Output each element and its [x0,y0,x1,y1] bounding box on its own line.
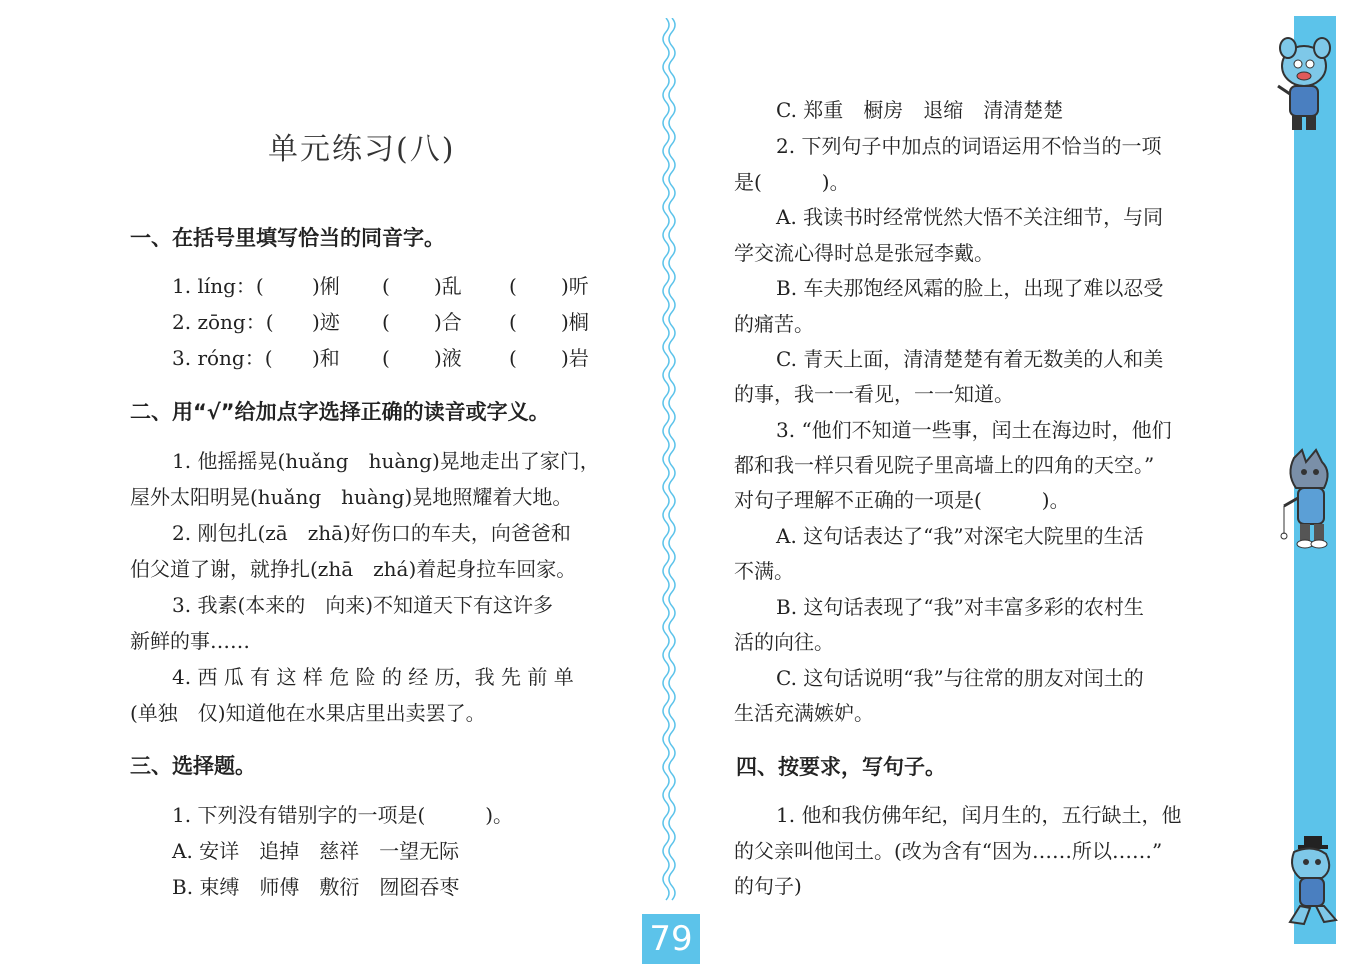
cartoon-character-icon [1268,36,1340,136]
right-line: C. 这句话说明“我”与往常的朋友对闰土的 [776,666,1144,690]
s2-line: (单独 仅)知道他在水果店里出卖罢了。 [130,701,486,725]
right-line: 不满。 [734,559,794,583]
section-1-heading: 一、在括号里填写恰当的同音字。 [130,226,445,250]
s4-line: 的父亲叫他闰土。(改为含有“因为……所以……” [734,839,1163,863]
right-line: C. 青天上面，清清楚楚有着无数美的人和美 [776,347,1164,371]
right-line: C. 郑重 橱房 退缩 清清楚楚 [776,98,1064,122]
s2-line: 3. 我素(本来的 向来)不知道天下有这许多 [172,593,554,617]
s3-line: B. 束缚 师傅 敷衍 囫囵吞枣 [172,875,460,899]
page-number: 79 [642,914,700,964]
s4-line: 1. 他和我仿佛年纪，闰月生的，五行缺土，他 [776,803,1182,827]
right-line: 2. 下列句子中加点的词语运用不恰当的一项 [776,134,1162,158]
right-line: A. 我读书时经常恍然大悟不关注细节，与同 [776,205,1164,229]
right-line: B. 这句话表现了“我”对丰富多彩的农村生 [776,595,1144,619]
right-line: 是( )。 [734,170,850,194]
page-title: 单元练习(八) [268,132,456,167]
section-2-heading: 二、用“√”给加点字选择正确的读音或字义。 [130,400,550,424]
s2-line: 1. 他摇摇晃(huǎng huàng)晃地走出了家门， [172,449,600,473]
section-3-heading: 三、选择题。 [130,754,256,778]
right-line: 学交流心得时总是张冠李戴。 [734,241,994,265]
right-line: 3. “他们不知道一些事，闰土在海边时，他们 [776,418,1172,442]
cartoon-character-icon [1276,448,1340,552]
right-line: 的事，我一一看见，一一知道。 [734,382,1014,406]
section-4-heading: 四、按要求，写句子。 [736,755,946,779]
right-line: 对句子理解不正确的一项是( )。 [734,488,1070,512]
s3-line: A. 安详 追掉 慈祥 一望无际 [172,839,460,863]
right-line: B. 车夫那饱经风霜的脸上，出现了难以忍受 [776,276,1164,300]
right-line: A. 这句话表达了“我”对深宅大院里的生活 [776,524,1144,548]
cartoon-character-icon [1280,836,1342,928]
right-line: 活的向往。 [734,630,834,654]
page-divider [662,18,676,908]
s1-row-3: 3. róng：( )和 ( )液 ( )岩 [172,346,589,370]
s2-line: 伯父道了谢，就挣扎(zhā zhá)着起身拉车回家。 [130,557,577,581]
right-line: 都和我一样只看见院子里高墙上的四角的天空。” [734,453,1155,477]
s2-line: 新鲜的事…… [130,629,250,653]
s2-line: 屋外太阳明晃(huǎng huàng)晃地照耀着大地。 [130,485,573,509]
s2-line: 2. 刚包扎(zā zhā)好伤口的车夫，向爸爸和 [172,521,571,545]
right-line: 生活充满嫉妒。 [734,701,874,725]
s1-row-2: 2. zōng：( )迹 ( )合 ( )榈 [172,310,589,334]
s1-row-1: 1. líng：( )俐 ( )乱 ( )听 [172,274,589,298]
s4-line: 的句子) [734,874,802,898]
s2-line: 4. 西 瓜 有 这 样 危 险 的 经 历，我 先 前 单 [172,665,574,689]
s3-line: 1. 下列没有错别字的一项是( )。 [172,803,514,827]
right-line: 的痛苦。 [734,312,814,336]
